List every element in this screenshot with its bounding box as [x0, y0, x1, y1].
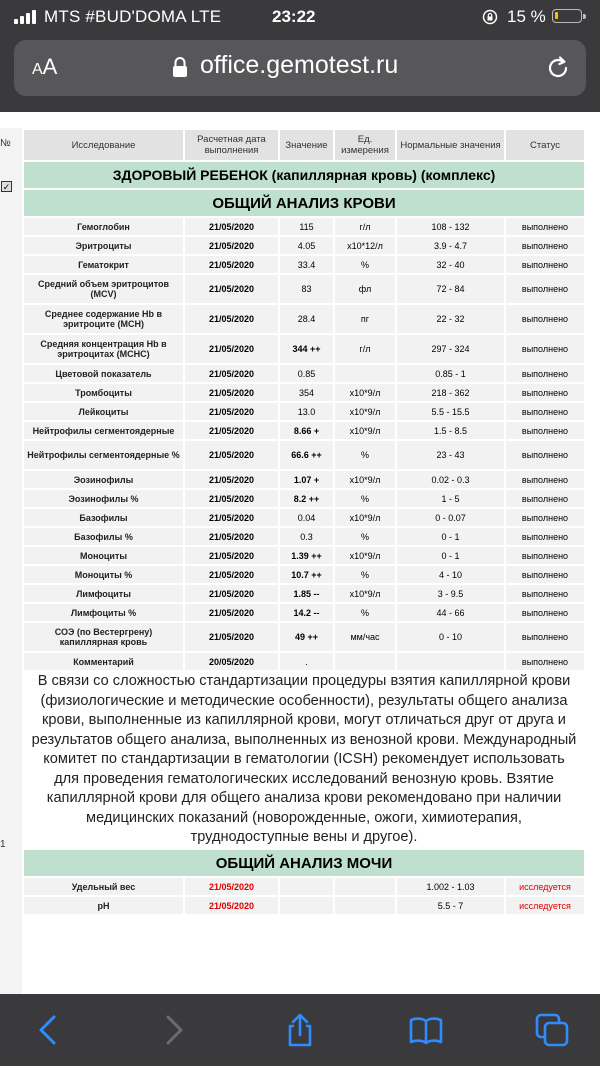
- table-row: [24, 566, 584, 583]
- forward-icon[interactable]: [156, 1012, 192, 1048]
- test-value: [280, 878, 333, 895]
- test-date: 21/05/2020: [185, 305, 278, 333]
- test-unit: пг: [335, 305, 395, 333]
- test-value: 344 ++: [280, 335, 333, 363]
- test-date: 21/05/2020: [185, 256, 278, 273]
- test-status: выполнено: [506, 275, 584, 303]
- test-unit: [335, 897, 395, 914]
- test-unit: %: [335, 441, 395, 469]
- test-norm: 218 - 362: [397, 384, 504, 401]
- test-name: Лимфоциты %: [24, 604, 183, 621]
- text-size-button[interactable]: AA: [32, 54, 58, 79]
- test-value: [280, 897, 333, 914]
- table-row: [24, 365, 584, 382]
- test-unit: %: [335, 490, 395, 507]
- tabs-icon[interactable]: [534, 1012, 570, 1048]
- comment-row: [24, 672, 584, 848]
- test-unit: фл: [335, 275, 395, 303]
- test-norm: 297 - 324: [397, 335, 504, 363]
- test-status: выполнено: [506, 585, 584, 602]
- test-value: 0.3: [280, 528, 333, 545]
- test-value: 1.85 --: [280, 585, 333, 602]
- test-name: Лимфоциты: [24, 585, 183, 602]
- table-row: [24, 585, 584, 602]
- reload-icon[interactable]: [544, 54, 572, 82]
- test-name: Гематокрит: [24, 256, 183, 273]
- address-bar[interactable]: [14, 40, 586, 96]
- test-name: Удельный вес: [24, 878, 183, 895]
- complex-title: ЗДОРОВЫЙ РЕБЕНОК (капиллярная кровь) (комплекс): [24, 162, 584, 188]
- test-name: Нейтрофилы сегментоядерные %: [24, 441, 183, 469]
- test-name: pH: [24, 897, 183, 914]
- test-norm: 5.5 - 7: [397, 897, 504, 914]
- test-unit: x10*9/л: [335, 422, 395, 439]
- test-value: 49 ++: [280, 623, 333, 651]
- test-value: 1.39 ++: [280, 547, 333, 564]
- test-norm: 32 - 40: [397, 256, 504, 273]
- test-norm: 22 - 32: [397, 305, 504, 333]
- test-unit: x10*9/л: [335, 471, 395, 488]
- blood-section-row: [24, 190, 584, 216]
- test-status: выполнено: [506, 365, 584, 382]
- number-header: №: [0, 138, 11, 149]
- test-unit: x10*9/л: [335, 585, 395, 602]
- test-status: выполнено: [506, 623, 584, 651]
- test-value: 0.85: [280, 365, 333, 382]
- test-date: 21/05/2020: [185, 566, 278, 583]
- test-value: 33.4: [280, 256, 333, 273]
- status-bar: [0, 0, 600, 34]
- test-date: 21/05/2020: [185, 275, 278, 303]
- test-status: выполнено: [506, 490, 584, 507]
- padlock-icon: [172, 56, 188, 78]
- test-date: 21/05/2020: [185, 335, 278, 363]
- test-status: выполнено: [506, 305, 584, 333]
- test-value: .: [280, 653, 333, 670]
- test-date: 21/05/2020: [185, 897, 278, 914]
- table-row: [24, 422, 584, 439]
- test-name: Гемоглобин: [24, 218, 183, 235]
- back-icon[interactable]: [30, 1012, 66, 1048]
- test-unit: %: [335, 528, 395, 545]
- test-norm: 0 - 1: [397, 547, 504, 564]
- test-norm: [397, 653, 504, 670]
- test-name: Средняя концентрация Hb в эритроцитах (MCHC): [24, 335, 183, 363]
- select-checkbox[interactable]: ✓: [2, 182, 11, 192]
- test-date: 21/05/2020: [185, 422, 278, 439]
- table-row: [24, 441, 584, 469]
- test-unit: мм/час: [335, 623, 395, 651]
- test-date: 21/05/2020: [185, 471, 278, 488]
- test-name: Базофилы %: [24, 528, 183, 545]
- test-status: выполнено: [506, 218, 584, 235]
- clock: 23:22: [272, 7, 316, 26]
- urine-section-row: [24, 850, 584, 876]
- test-date: 21/05/2020: [185, 441, 278, 469]
- test-unit: г/л: [335, 335, 395, 363]
- test-value: 66.6 ++: [280, 441, 333, 469]
- test-norm: 4 - 10: [397, 566, 504, 583]
- test-date: 21/05/2020: [185, 528, 278, 545]
- test-value: 354: [280, 384, 333, 401]
- test-norm: 1.5 - 8.5: [397, 422, 504, 439]
- test-value: 83: [280, 275, 333, 303]
- test-unit: [335, 365, 395, 382]
- signal-icon: [14, 10, 40, 24]
- test-status: выполнено: [506, 547, 584, 564]
- test-value: 8.2 ++: [280, 490, 333, 507]
- test-norm: 0 - 10: [397, 623, 504, 651]
- test-status: исследуется: [506, 897, 584, 914]
- table-row: [24, 335, 584, 363]
- test-status: выполнено: [506, 528, 584, 545]
- test-name: Моноциты %: [24, 566, 183, 583]
- test-date: 20/05/2020: [185, 653, 278, 670]
- test-norm: 0 - 1: [397, 528, 504, 545]
- test-value: 0.04: [280, 509, 333, 526]
- test-unit: x10*9/л: [335, 547, 395, 564]
- test-status: выполнено: [506, 403, 584, 420]
- table-header-row: [24, 130, 584, 160]
- browser-top-bar: [0, 0, 600, 112]
- test-status: выполнено: [506, 335, 584, 363]
- test-name: Базофилы: [24, 509, 183, 526]
- share-icon[interactable]: [282, 1012, 318, 1048]
- test-name: Средний объем эритроцитов (MCV): [24, 275, 183, 303]
- table-row: [24, 604, 584, 621]
- table-row: [24, 237, 584, 254]
- test-norm: 72 - 84: [397, 275, 504, 303]
- table-row: [24, 528, 584, 545]
- test-name: Комментарий: [24, 653, 183, 670]
- row-number-column: [0, 128, 22, 994]
- table-row: [24, 878, 584, 895]
- test-name: Эозинофилы: [24, 471, 183, 488]
- header-date: Расчетная дата выполнения: [185, 130, 278, 160]
- table-row: [24, 490, 584, 507]
- test-value: 4.05: [280, 237, 333, 254]
- test-date: 21/05/2020: [185, 218, 278, 235]
- test-name: Нейтрофилы сегментоядерные: [24, 422, 183, 439]
- header-value: Значение: [280, 130, 333, 160]
- test-name: Среднее содержание Hb в эритроците (MCH): [24, 305, 183, 333]
- row-number: 1: [0, 839, 6, 850]
- test-value: 13.0: [280, 403, 333, 420]
- test-value: 115: [280, 218, 333, 235]
- header-unit: Ед. измерения: [335, 130, 395, 160]
- test-norm: 44 - 66: [397, 604, 504, 621]
- url-text[interactable]: office.gemotest.ru: [200, 51, 399, 79]
- table-row: [24, 275, 584, 303]
- test-name: Лейкоциты: [24, 403, 183, 420]
- test-norm: 5.5 - 15.5: [397, 403, 504, 420]
- test-value: 1.07 +: [280, 471, 333, 488]
- table-row: [24, 305, 584, 333]
- test-norm: 1 - 5: [397, 490, 504, 507]
- test-date: 21/05/2020: [185, 237, 278, 254]
- test-value: 14.2 --: [280, 604, 333, 621]
- test-name: Моноциты: [24, 547, 183, 564]
- table-row: [24, 403, 584, 420]
- test-date: 21/05/2020: [185, 547, 278, 564]
- complex-title-row: [24, 162, 584, 188]
- table-row: [24, 218, 584, 235]
- test-status: исследуется: [506, 878, 584, 895]
- test-status: выполнено: [506, 653, 584, 670]
- test-unit: x10*12/л: [335, 237, 395, 254]
- test-status: выполнено: [506, 604, 584, 621]
- bookmarks-icon[interactable]: [408, 1012, 444, 1048]
- header-norm: Нормальные значения: [397, 130, 504, 160]
- test-date: 21/05/2020: [185, 585, 278, 602]
- test-date: 21/05/2020: [185, 384, 278, 401]
- test-date: 21/05/2020: [185, 604, 278, 621]
- test-name: Цветовой показатель: [24, 365, 183, 382]
- rotation-lock-icon: [482, 9, 498, 25]
- test-unit: г/л: [335, 218, 395, 235]
- test-unit: x10*9/л: [335, 509, 395, 526]
- test-unit: x10*9/л: [335, 384, 395, 401]
- test-norm: 23 - 43: [397, 441, 504, 469]
- test-unit: %: [335, 566, 395, 583]
- carrier-label: MTS #BUD'DOMA LTE: [44, 7, 222, 26]
- table-row: [24, 256, 584, 273]
- web-page[interactable]: [0, 112, 600, 994]
- test-status: выполнено: [506, 237, 584, 254]
- table-row: [24, 547, 584, 564]
- test-value: 8.66 +: [280, 422, 333, 439]
- test-date: 21/05/2020: [185, 878, 278, 895]
- battery-percent: 15 %: [507, 7, 546, 26]
- test-value: 28.4: [280, 305, 333, 333]
- test-unit: %: [335, 604, 395, 621]
- header-test: Исследование: [24, 130, 183, 160]
- test-date: 21/05/2020: [185, 403, 278, 420]
- test-date: 21/05/2020: [185, 365, 278, 382]
- test-norm: 0.85 - 1: [397, 365, 504, 382]
- test-status: выполнено: [506, 384, 584, 401]
- test-name: СОЭ (по Вестергрену) капиллярная кровь: [24, 623, 183, 651]
- test-status: выполнено: [506, 441, 584, 469]
- table-row: [24, 509, 584, 526]
- test-date: 21/05/2020: [185, 623, 278, 651]
- test-status: выполнено: [506, 256, 584, 273]
- test-status: выполнено: [506, 471, 584, 488]
- urine-section-title: ОБЩИЙ АНАЛИЗ МОЧИ: [24, 850, 584, 876]
- comment-text: В связи со сложностью стандартизации процедуры взятия капиллярной крови (физиологические и методические особенности), результаты общего анализа крови, выполненные из капиллярной крови, могут отличаться друг от друга и результатов общего анализа, выполненных из венозной крови. Международный комитет по стандартизации в гематологии (ICSH) рекомендует использовать для проведения гематологических исследований венозную кровь. Взятие капиллярной крови для общего анализа крови рекомендовано при наличии медицинских показаний (новорожденные, ожоги, химиотерапия, труднодоступные вены и другое).: [24, 672, 584, 848]
- test-norm: 108 - 132: [397, 218, 504, 235]
- test-norm: 0.02 - 0.3: [397, 471, 504, 488]
- battery-icon: [552, 9, 582, 23]
- browser-toolbar: [0, 994, 600, 1066]
- table-row: [24, 897, 584, 914]
- test-name: Тромбоциты: [24, 384, 183, 401]
- table-row: [24, 623, 584, 651]
- table-row: [24, 471, 584, 488]
- header-status: Статус: [506, 130, 584, 160]
- test-unit: x10*9/л: [335, 403, 395, 420]
- test-norm: 3 - 9.5: [397, 585, 504, 602]
- test-name: Эозинофилы %: [24, 490, 183, 507]
- test-status: выполнено: [506, 422, 584, 439]
- test-unit: [335, 653, 395, 670]
- test-norm: 1.002 - 1.03: [397, 878, 504, 895]
- test-norm: 3.9 - 4.7: [397, 237, 504, 254]
- test-unit: [335, 878, 395, 895]
- table-row: [24, 384, 584, 401]
- test-name: Эритроциты: [24, 237, 183, 254]
- test-date: 21/05/2020: [185, 490, 278, 507]
- test-status: выполнено: [506, 566, 584, 583]
- results-table: [22, 128, 586, 916]
- test-date: 21/05/2020: [185, 509, 278, 526]
- blood-section-title: ОБЩИЙ АНАЛИЗ КРОВИ: [24, 190, 584, 216]
- test-status: выполнено: [506, 509, 584, 526]
- test-value: 10.7 ++: [280, 566, 333, 583]
- table-row: [24, 653, 584, 670]
- test-norm: 0 - 0.07: [397, 509, 504, 526]
- test-unit: %: [335, 256, 395, 273]
